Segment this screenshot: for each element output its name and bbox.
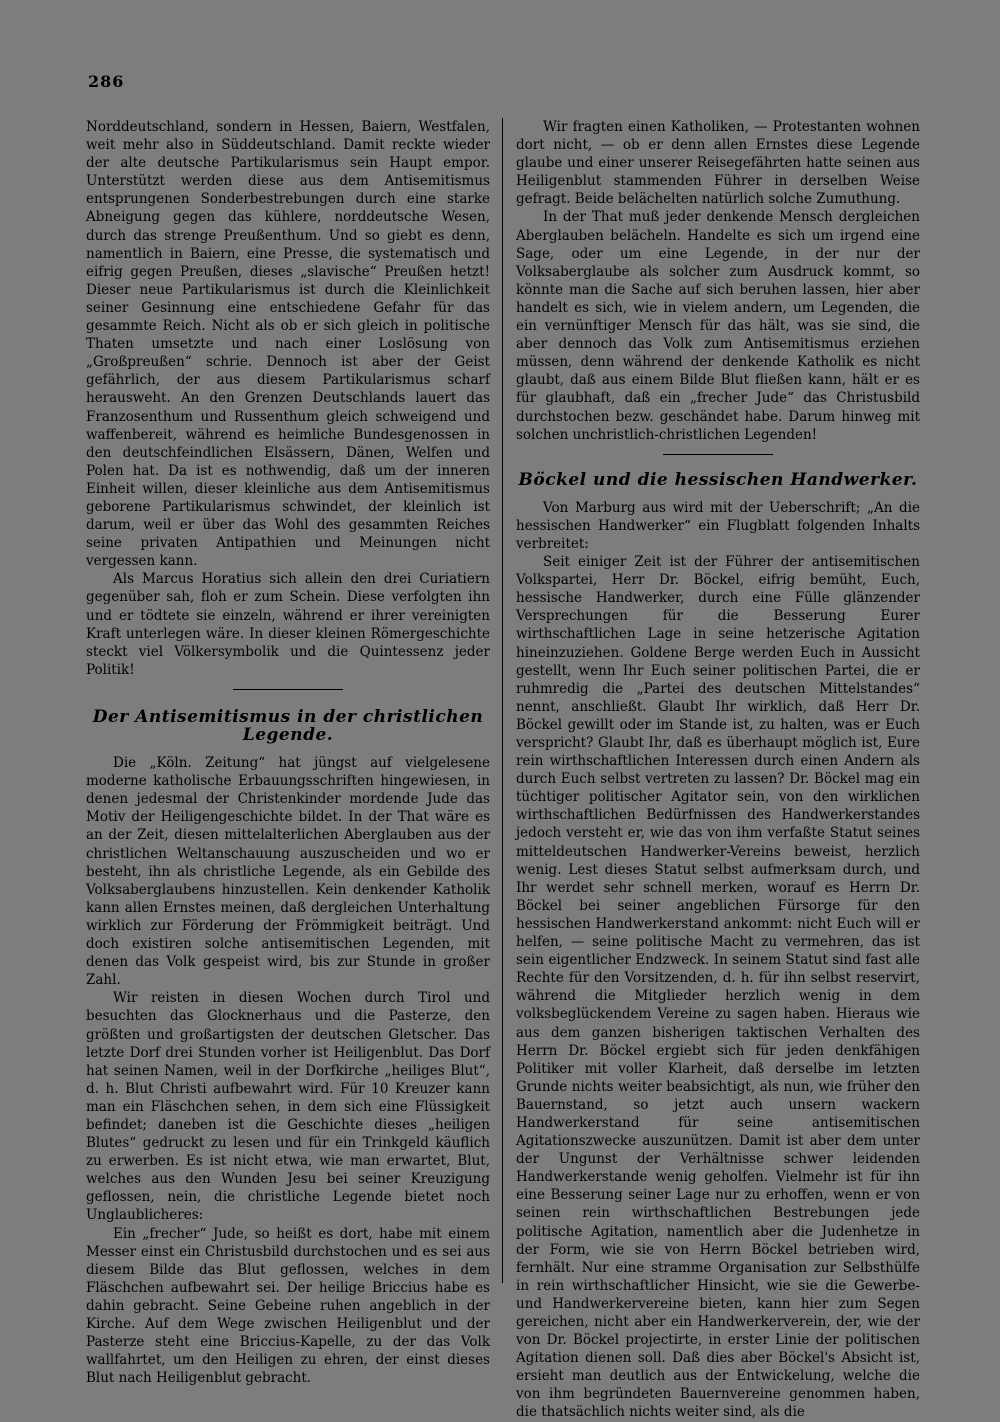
article-heading: Der Antisemitismus in der christlichen Legende. [92,706,484,745]
paragraph: Seit einiger Zeit ist der Führer der antisemitischen Volkspartei, Herr Dr. Böckel, eifrig bemüht, Euch, hessische Handwerker, durch eine Fülle glänzender Versprechungen für die Besserung Eurer wirthschaftlichen Lage in seine hetzerische Agitation hineinzuziehen. Goldene Berge werden Euch in Aussicht gestellt, wenn Ihr Euch seiner politischen Partei, die er ruhmredig die „Partei des deutschen Mittelstandes“ nennt, anschließt. Glaubt Ihr wirklich, daß Herr Dr. Böckel gewillt oder im Stande ist, zu halten, was er Euch verspricht? Glaubt Ihr, daß es überhaupt möglich ist, Eure rein wirthschaftlichen Interessen durch einen Andern als durch Euch selbst vertreten zu lassen? Dr. Böckel mag ein tüchtiger politischer Agitator sein, von den wirklichen wirthschaftlichen Bedürfnissen des Handwerkerstandes jedoch versteht er, wie das von ihm verfaßte Statut seines mitteldeutschen Handwerker-Vereins beweist, herzlich wenig. Lest dieses Statut selbst aufmerksam durch, und Ihr werdet sehr schnell merken, worauf es Herrn Dr. Böckel bei seiner angeblichen Fürsorge für den hessischen Handwerkerstand ankommt: nicht Euch will er helfen, — seine politische Macht zu vermehren, das ist sein eigentlicher Endzweck. In seinem Statut sind fast alle Rechte für den Vorsitzenden, d. h. für ihn selbst reservirt, während die Mitglieder herzlich wenig in dem volksbeglückendem Vereine zu sagen haben. Hieraus wie aus dem ganzen bisherigen taktischen Verhalten des Herrn Dr. Böckel ergiebt sich für jeden denkfähigen Politiker mit voller Klarheit, daß derselbe im letzten Grunde nichts weiter beabsichtigt, als nun, wie früher den Bauernstand, so jetzt auch unsern wackern Handwerkerstand für seine antisemitischen Agitationszwecke auszunützen. Damit ist aber dem unter der Ungunst der Verhältnisse schwer leidenden Handwerkerstande wenig geholfen. Vielmehr ist für ihn eine Besserung seiner Lage nur zu erhoffen, wenn er von seinen rein wirthschaftlichen Bestrebungen jede politische Agitation, namentlich aber die Judenhetze in der Form, wie sie von Herrn Böckel betrieben wird, fernhält. Nur eine stramme Organisation zur Selbsthülfe in rein wirthschaftlicher Hinsicht, wie sie die Gewerbe- und Handwerkervereine bieten, kann hier zum Segen gereichen, nicht aber ein Handwerkerverein, der, wie der von Dr. Böckel projectirte, in erster Linie der politischen Agitation dienen soll. Daß dies aber Böckel's Absicht ist, ersieht man deutlich aus der Entwickelung, welche die von ihm begründeten Bauernvereine genommen haben, die thatsächlich nichts weiter sind, als die [516,554,920,1421]
paragraph: Von Marburg aus wird mit der Ueberschrift; „An die hessischen Handwerker“ ein Flugblatt folgenden Inhalts verbreitet: [516,499,920,552]
article-heading: Böckel und die hessischen Handwerker. [518,469,918,490]
paragraph: Norddeutschland, sondern in Hessen, Baiern, Westfalen, weit mehr also in Süddeutschland. Damit reckte wieder der alte deutsche Partikularismus sein Haupt empor. Unterstützt werden diese aus dem Antisemitismus entsprungenen Sonderbestrebungen durch eine starke Abneigung gegen das kühlere, norddeutsche Wesen, durch das strenge Preußenthum. Und so giebt es denn, namentlich in Baiern, eine Presse, die systematisch und eifrig gegen Preußen, dieses „slavische“ Preußen hetzt! Dieser neue Partikularismus ist durch die Kleinlichkeit seiner Gesinnung eine entschiedene Gefahr für das gesammte Reich. Nicht als ob er sich gleich in politische Thaten umsetzte und nach einer Loslösung von „Großpreußen“ schrie. Dennoch ist aber der Geist gefährlich, der aus diesem Partikularismus scharf herausweht. An den Grenzen Deutschlands lauert das Franzosenthum und Russenthum gleich schweigend und waffenbereit, während es heimliche Bundesgenossen in den deutschfeindlichen Elsässern, Dänen, Welfen und Polen hat. Da ist es nothwendig, daß um der inneren Einheit willen, dieser kleinliche aus dem Antisemitismus geborene Partikularismus schwindet, der kleinlich ist darum, weil er über das Wohl des gesammten Reiches seine privaten Antipathien und Meinungen nicht vergessen kann. [86,119,490,570]
paragraph: In der That muß jeder denkende Mensch dergleichen Aberglauben belächeln. Handelte es sich um irgend eine Sage, oder um eine Legende, in der nur der Volksaberglaube als solcher zum Ausdruck kommt, so könnte man die Sache auf sich beruhen lassen, hier aber handelt es sich, wie in vielem andern, um Legenden, die ein vernünftiger Mensch für das hält, was sie sind, die aber dennoch das Volk zum Antisemitismus erziehen müssen, denn während der denkende Katholik es nicht glaubt, daß aus einem Bilde Blut fließen kann, hält er es für glaubhaft, daß ein „frecher Jude“ das Christusbild durchstochen bezw. geschändet habe. Darum hinweg mit solchen unchristlich-christlichen Legenden! [516,209,920,443]
paragraph: Wir reisten in diesen Wochen durch Tirol und besuchten das Glocknerhaus und die Pasterze, den größten und großartigsten der deutschen Gletscher. Das letzte Dorf drei Stunden vorher ist Heiligenblut. Das Dorf hat seinen Namen, weil in der Dorfkirche „heiliges Blut“, d. h. Blut Christi aufbewahrt wird. Für 10 Kreuzer kann man ein Fläschchen sehen, in dem sich eine Flüssigkeit befindet; daneben ist die Geschichte dieses „heiligen Blutes“ gedruckt zu lesen und für ein Trinkgeld käuflich zu erwerben. Es ist nicht etwa, wie man erwartet, Blut, welches aus den Wunden Jesu bei seiner Kreuzigung geflossen, nein, die christliche Legende bietet noch Unglaublicheres: [86,990,490,1224]
paragraph: Die „Köln. Zeitung“ hat jüngst auf vielgelesene moderne katholische Erbauungsschriften hingewiesen, in denen jedesmal der Christenkinder mordende Jude das Motiv der Heiligengeschichte bildet. In der That wäre es an der Zeit, diesen mittelalterlichen Aberglauben aus der christlichen Weltanschauung auszuscheiden und wo er besteht, ihn als christliche Legende, als ein Gebilde des Volksaberglaubens hinzustellen. Kein denkender Katholik kann allen Ernstes meinen, daß dergleichen Unterhaltung wirklich zur Förderung der Frömmigkeit beiträgt. Und doch existiren solche antisemitischen Legenden, mit denen das Volk gespeist wird, bis zur Stunde in großer Zahl. [86,755,490,989]
paragraph: Als Marcus Horatius sich allein den drei Curiatiern gegenüber sah, floh er zum Schein. Diese verfolgten ihn und er tödtete sie einzeln, während er ihrer vereinigten Kraft unterlegen wäre. In dieser kleinen Römergeschichte steckt viel Völkersymbolik und die Quintessenz jeder Politik! [86,571,490,678]
left-column [86,118,490,1387]
paragraph: Ein „frecher“ Jude, so heißt es dort, habe mit einem Messer einst ein Christusbild durchstochen und es sei aus diesem Bilde das Blut geflossen, welches in dem Fläschchen aufbewahrt sei. Der heilige Briccius habe es dahin gebracht. Seine Gebeine ruhen angeblich in der Kirche. Auf dem Wege zwischen Heiligenblut und der Pasterze steht eine Briccius-Kapelle, zu der das Volk wallfahrtet, um den Heiligen zu ehren, der einst dieses Blut nach Heiligenblut gebracht. [86,1225,490,1387]
column-divider [502,118,503,1283]
section-divider [233,689,343,690]
page-number: 286 [88,72,125,91]
right-column [516,118,920,1422]
paragraph: Wir fragten einen Katholiken, — Protestanten wohnen dort nicht, — ob er denn allen Ernstes diese Legende glaube und einer unserer Reisegefährten hatte seinen aus Heiligenblut stammenden Führer in derselben Weise gefragt. Beide belächelten natürlich solche Zumuthung. [516,119,920,208]
section-divider [663,454,773,455]
